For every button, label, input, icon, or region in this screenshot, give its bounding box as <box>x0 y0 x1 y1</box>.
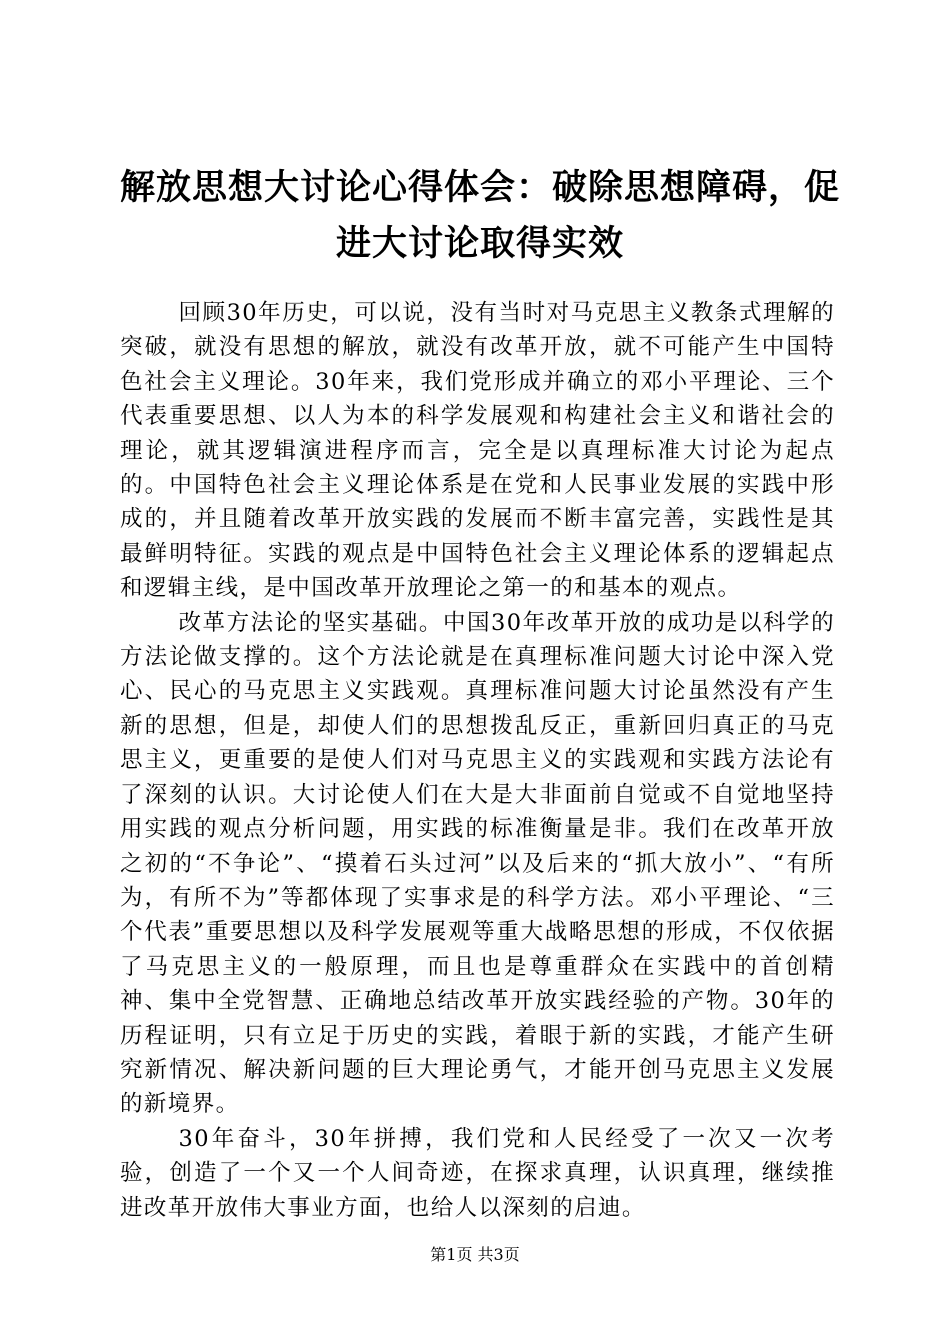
document-body <box>120 296 835 1225</box>
paragraph-1: 回顾30年历史，可以说，没有当时对马克思主义教条式理解的突破，就没有思想的解放，就没有改革开放，就不可能产生中国特色社会主义理论。30年来，我们党形成并确立的邓小平理论、三个代表重要思想、以人为本的科学发展观和构建社会主义和谐社会的理论，就其逻辑演进程序而言，完全是以真理标准大讨论为起点的。中国特色社会主义理论体系是在党和人民事业发展的实践中形成的，并且随着改革开放实践的发展而不断丰富完善，实践性是其最鲜明特征。实践的观点是中国特色社会主义理论体系的逻辑起点和逻辑主线，是中国改革开放理论之第一的和基本的观点。 <box>120 300 835 602</box>
paragraph-2: 改革方法论的坚实基础。中国30年改革开放的成功是以科学的方法论做支撑的。这个方法论就是在真理标准问题大讨论中深入党心、民心的马克思主义实践观。真理标准问题大讨论虽然没有产生新的思想，但是，却使人们的思想拨乱反正，重新回归真正的马克思主义，更重要的是使人们对马克思主义的实践观和实践方法论有了深刻的认识。大讨论使人们在大是大非面前自觉或不自觉地坚持用实践的观点分析问题，用实践的标准衡量是非。我们在改革开放之初的“不争论”、“摸着石头过河”以及后来的“抓大放小”、“有所为，有所不为”等都体现了实事求是的科学方法。邓小平理论、“三个代表”重要思想以及科学发展观等重大战略思想的形成，不仅依据了马克思主义的一般原理，而且也是尊重群众在实践中的首创精神、集中全党智慧、正确地总结改革开放实践经验的产物。30年的历程证明，只有立足于历史的实践，着眼于新的实践，才能产生研究新情况、解决新问题的巨大理论勇气，才能开创马克思主义发展的新境界。 <box>120 609 835 1118</box>
paragraph-3: 30年奋斗，30年拼搏，我们党和人民经受了一次又一次考验，创造了一个又一个人间奇迹，在探求真理，认识真理，继续推进改革开放伟大事业方面，也给人以深刻的启迪。 <box>120 1125 835 1221</box>
document-title: 解放思想大讨论心得体会：破除思想障碍，促进大讨论取得实效 <box>120 168 841 264</box>
page-footer: 第1页 共3页 <box>430 1245 520 1264</box>
